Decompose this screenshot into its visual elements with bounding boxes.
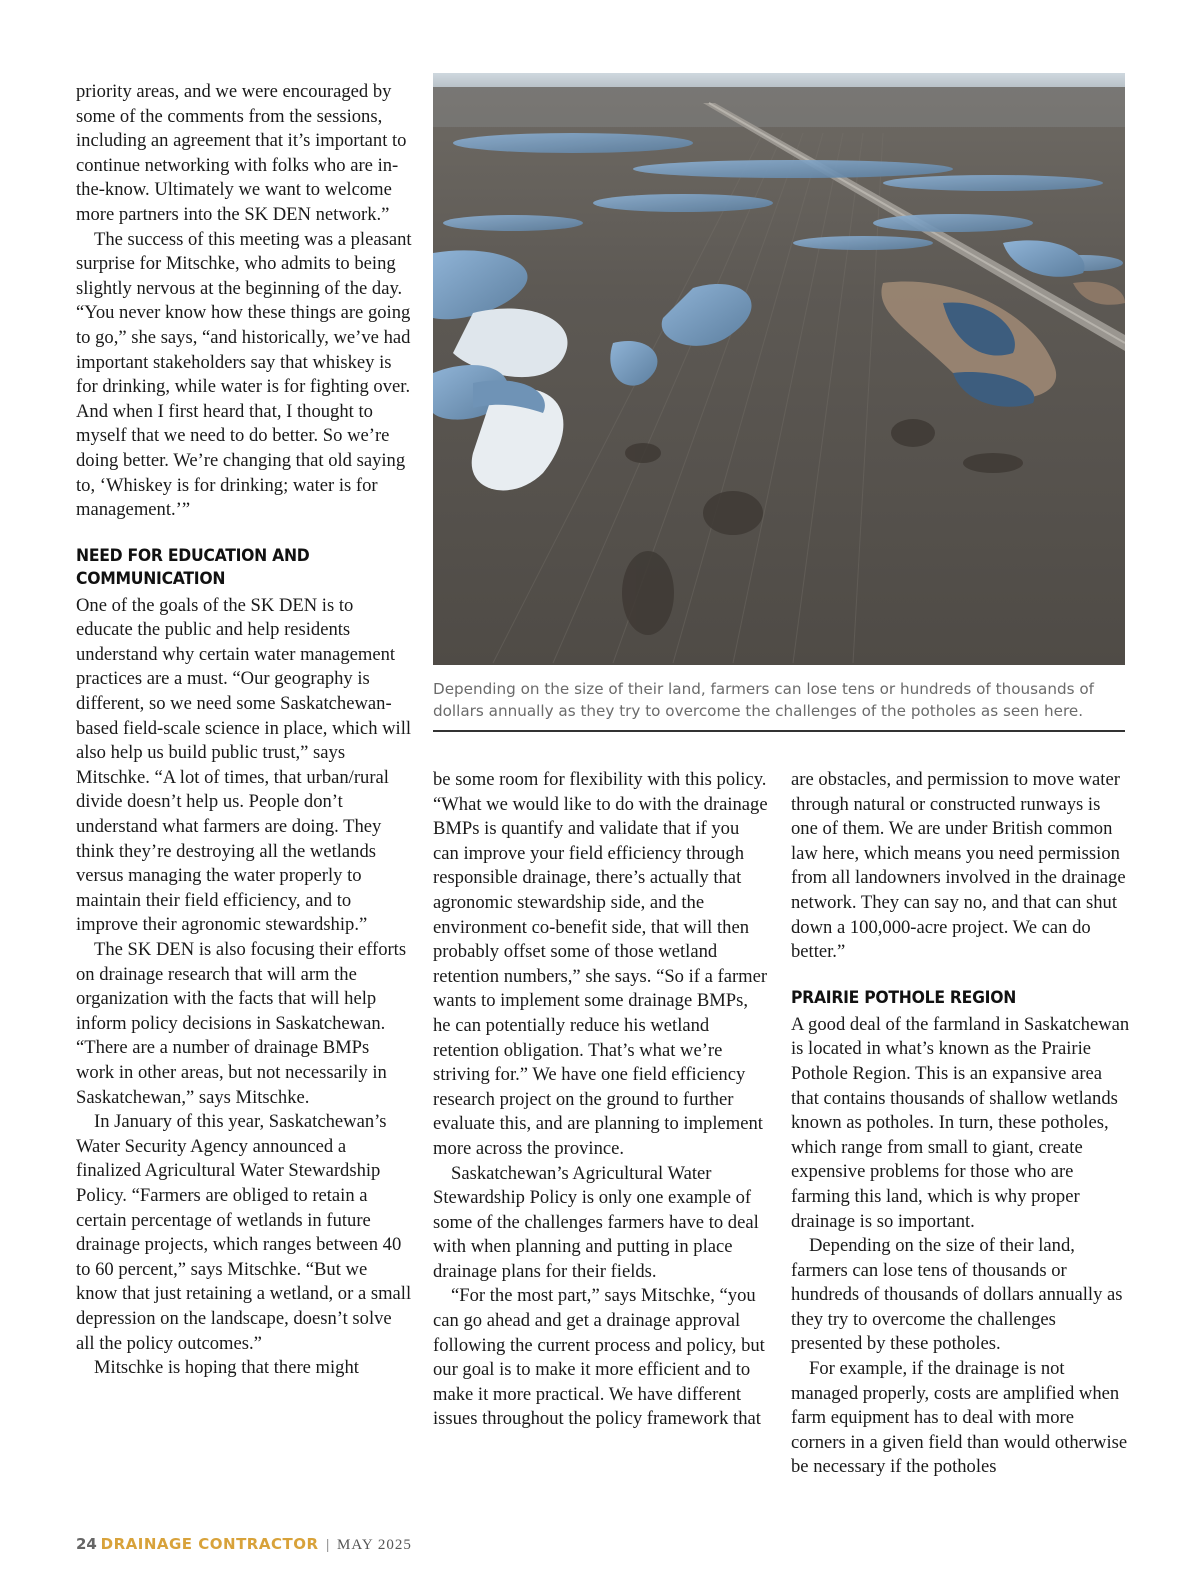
paragraph: Mitschke is hoping that there might xyxy=(94,1357,359,1379)
page-number: 24 xyxy=(76,1535,97,1553)
paragraph: In January of this year, Saskatchewan’s Water Security Agency announced a finalized Agricultural Water Stewardship Policy. “Farmers are obliged to retain a certain percentage of wetlands in future drainage projects, which ranges between 40 to 60 percent,” says Mitschke. “But we know that just retaining a wetland, or a small depression on the landscape, doesn’t solve all the policy outcomes.” xyxy=(76,1111,412,1354)
paragraph: A good deal of the farmland in Saskatchewan is located in what’s known as the Prairie Pothole Region. This is an expansive area that contains thousands of shallow wetlands known as potholes. In turn, these potholes, which range from small to giant, create expensive problems for those who are farming this land, which is why proper drainage is so important. xyxy=(791,1013,1130,1232)
paragraph: One of the goals of the SK DEN is to educate the public and help residents understand why certain water management practices are a must. “Our geography is different, so we need some Saskatchewan-based field-scale science in place, which will also help us build public trust,” says Mitschke. “A lot of times, that urban/rural divide doesn’t help us. People don’t understand what farmers are doing. They think they’re destroying all the wetlands versus managing the water properly to maintain their field efficiency, and to improve their agronomic stewardship.” xyxy=(76,594,412,936)
paragraph: Saskatchewan’s Agricultural Water Stewardship Policy is only one example of some of the challenges farmers have to deal with when planning and putting in place drainage plans for their fields. xyxy=(433,1162,759,1282)
paragraph: be some room for flexibility with this policy. “What we would like to do with the drainage BMPs is quantify and validate that if you can improve your field efficiency through responsible drainage, there’s actually that agronomic stewardship side, and the environment co-benefit side, that will then probably offset some of those wetland retention numbers,” she says. “So if a farmer wants to implement some drainage BMPs, he can potentially reduce his wetland retention obligation. That’s what we’re striving for.” We have one field efficiency research project on the ground to further evaluate this, and are planning to implement more across the province. xyxy=(433,769,768,1159)
paragraph: priority areas, and we were encouraged by some of the comments from the sessions, including an agreement that it’s important to continue networking with folks who are in-the-know. Ultimately we want to welcome more partners into the SK DEN network.” xyxy=(76,81,407,225)
page-footer xyxy=(76,1534,412,1555)
issue-date: MAY 2025 xyxy=(337,1537,412,1553)
section-heading: NEED FOR EDUCATION AND COMMUNICATION xyxy=(76,545,310,589)
article-column-3 xyxy=(791,768,1131,1480)
paragraph: The success of this meeting was a pleasant surprise for Mitschke, who admits to being slightly nervous at the beginning of the day. “You never know how these things are going to go,” she says, “and historically, we’ve had important stakeholders say that whiskey is for drinking, while water is for fighting over. And when I first heard that, I thought to myself that we need to do better. So we’re doing better. We’re changing that old saying to, ‘Whiskey is for drinking; water is for management.’” xyxy=(76,228,412,521)
section-heading: PRAIRIE POTHOLE REGION xyxy=(791,987,1017,1008)
paragraph: are obstacles, and permission to move water through natural or constructed runways is one of them. We are under British common law here, which means you need permission from all landowners involved in the drainage network. They can say no, and that can shut down a 100,000-acre project. We can do better.” xyxy=(791,769,1126,963)
footer-separator: | xyxy=(326,1537,330,1553)
magazine-title: DRAINAGE CONTRACTOR xyxy=(100,1535,319,1553)
photo-caption: Depending on the size of their land, farmers can lose tens or hundreds of thousands of dollars annually as they try to overcome the challenges of the potholes as seen here. xyxy=(433,678,1125,732)
paragraph: “For the most part,” says Mitschke, “you can go ahead and get a drainage approval following the current process and policy, but our goal is to make it more efficient and to make it more practical. We have different issues throughout the policy framework that xyxy=(433,1285,765,1430)
aerial-photo-prairie-potholes xyxy=(433,73,1125,665)
paragraph: For example, if the drainage is not managed properly, costs are amplified when farm equipment has to deal with more corners in a given field than would otherwise be necessary if the potholes xyxy=(791,1358,1128,1478)
paragraph: The SK DEN is also focusing their efforts on drainage research that will arm the organization with the facts that will help inform policy decisions in Saskatchewan. “There are a number of drainage BMPs work in other areas, but not necessarily in Saskatchewan,” says Mitschke. xyxy=(76,939,407,1108)
article-column-1 xyxy=(76,80,412,1381)
article-column-2 xyxy=(433,768,769,1432)
paragraph: Depending on the size of their land, farmers can lose tens of thousands or hundreds of thousands of dollars annually as they try to overcome the challenges presented by these potholes. xyxy=(791,1235,1123,1355)
